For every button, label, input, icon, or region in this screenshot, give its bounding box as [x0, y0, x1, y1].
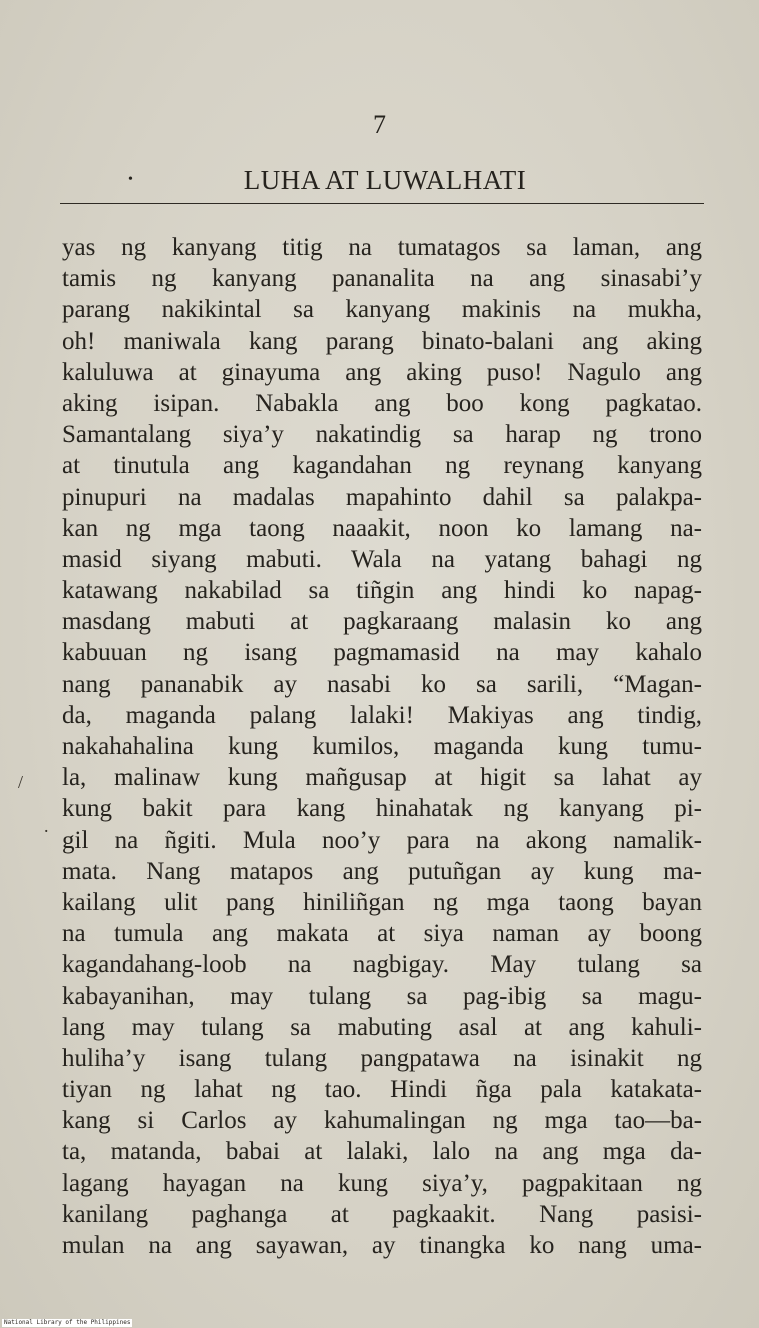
page-number: 7 [373, 110, 386, 139]
text-line: mata. Nang matapos ang putuñgan ay kung ma- [62, 857, 702, 885]
text-line: at tinutula ang kagandahan ng reynang kanyang [62, 452, 702, 480]
text-line: tamis ng kanyang pananalita na ang sinasabi’y [62, 265, 702, 293]
header-rule [60, 203, 704, 204]
text-line: kan ng mga taong naaakit, noon ko lamang na- [62, 514, 702, 542]
text-line: gil na ñgiti. Mula noo’y para na akong namalik- [62, 826, 702, 854]
text-line: tiyan ng lahat ng tao. Hindi ñga pala katakata- [62, 1076, 702, 1104]
text-line: la, malinaw kung mañgusap at higit sa lahat ay [62, 764, 702, 792]
text-line: lang may tulang sa mabuting asal at ang kahuli- [62, 1013, 702, 1041]
running-head-mark: • [128, 172, 133, 187]
text-line: mulan na ang sayawan, ay tinangka ko nang uma- [62, 1232, 702, 1259]
text-line: kaluluwa at ginayuma ang aking puso! Nagulo ang [62, 358, 702, 386]
text-line: parang nakikintal sa kanyang makinis na mukha, [62, 296, 702, 324]
text-line: ta, matanda, babai at lalaki, lalo na ang mga da- [62, 1138, 702, 1166]
text-line: da, maganda palang lalaki! Makiyas ang tindig, [62, 701, 702, 729]
text-line: kagandahang-loob na nagbigay. May tulang sa [62, 951, 702, 979]
text-line: kailang ulit pang hiniliñgan ng mga taong bayan [62, 888, 702, 916]
text-line: kanilang paghanga at pagkaakit. Nang pasisi- [62, 1200, 702, 1228]
text-line: aking isipan. Nabakla ang boo kong pagkatao. [62, 389, 702, 417]
text-line: masid siyang mabuti. Wala na yatang bahagi ng [62, 545, 702, 573]
text-line: nakahahalina kung kumilos, maganda kung tumu- [62, 733, 702, 760]
text-line: kung bakit para kang hinahatak ng kanyang pi- [62, 795, 702, 823]
text-line: pinupuri na madalas mapahinto dahil sa palakpa- [62, 483, 702, 511]
text-line: na tumula ang makata at siya naman ay boong [62, 920, 702, 948]
footer-credit: National Library of the Philippines [4, 1319, 131, 1326]
text-line: kabuuan ng isang pagmamasid na may kahalo [62, 639, 702, 667]
text-line: masdang mabuti at pagkaraang malasin ko ang [62, 608, 702, 636]
text-line: Samantalang siya’y nakatindig sa harap ng trono [62, 421, 702, 449]
text-line: lagang hayagan na kung siya’y, pagpakitaan ng [62, 1169, 702, 1197]
text-line: kabayanihan, may tulang sa pag-ibig sa magu- [62, 982, 702, 1010]
text-line: katawang nakabilad sa tiñgin ang hindi ko napag- [62, 577, 702, 605]
margin-mark: . [44, 816, 49, 836]
text-line: kang si Carlos ay kahumalingan ng mga tao—ba- [62, 1107, 702, 1135]
text-line: oh! maniwala kang parang binato-balani ang aking [62, 327, 702, 355]
text-line: huliha’y isang tulang pangpatawa na isinakit ng [62, 1044, 702, 1072]
text-line: yas ng kanyang titig na tumatagos sa laman, ang [62, 234, 702, 261]
text-line: nang pananabik ay nasabi ko sa sarili, “Magan- [62, 670, 702, 698]
body-text [62, 232, 702, 1261]
running-head: LUHA AT LUWALHATI [243, 165, 527, 195]
margin-mark: / [18, 772, 24, 792]
